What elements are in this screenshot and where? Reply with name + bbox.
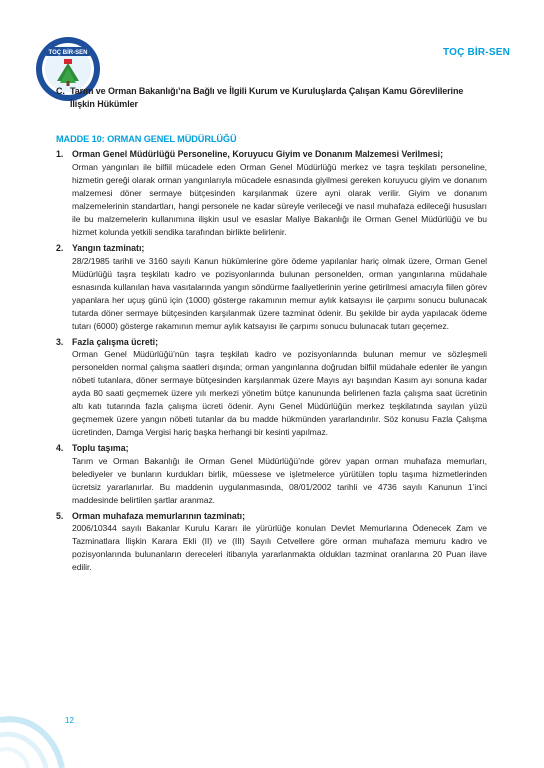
- item-body: Tarım ve Orman Bakanlığı ile Orman Genel Müdürlüğü’nde görev yapan orman muhafaza memurları, belediyeler ve bunların kurdukları birlik, müessese ve işletmelerce yürütülen toplu taşıma hizmetlerinden ücretsiz yararlanırlar. Bu maddenin uygulanmasında, 08/01/2002 tarihli ve 4736 sayılı Kanunun 1’inci maddesinde belirtilen şartlar aranmaz.: [72, 455, 487, 505]
- list-item: [56, 510, 487, 575]
- list-item: [56, 442, 487, 507]
- page-number: 12: [65, 716, 74, 725]
- section-title: Tarım ve Orman Bakanlığı’na Bağlı ve İlgili Kurum ve Kuruluşlarda Çalışan Kamu Görevlilerine İlişkin Hükümler: [70, 86, 464, 109]
- document-body: [56, 85, 487, 574]
- section-letter: C.: [56, 86, 65, 96]
- list-item: [56, 336, 487, 440]
- item-body: 2006/10344 sayılı Bakanlar Kurulu Kararı ile yürürlüğe konulan Devlet Memurlarına Ödenecek Zam ve Tazminatlara İlişkin Karara Ekli (II) ve (III) Sayılı Cetvellere göre orman muhafaza memuru kadro ve pozisyonlarında bulunanların dereceleri itibarıyla yararlanmakta oldukları tazminat oranlarına 20 Puan ilave edilir.: [72, 523, 487, 573]
- logo-text: TOÇ BİR-SEN: [48, 50, 88, 56]
- item-body: Orman yangınları ile bilfiil mücadele eden Orman Genel Müdürlüğü merkez ve taşra teşkilatı personeline, hizmetin gereği olarak orman yangınlarıyla mücadele esnasında giyilmesi gereken koruyucu giyim ve donanım malzemesi döner sermaye bütçesinden karşılanmak üzere ayni olarak verilir. Giyim ve donanım malzemelerinin standartları, hangi personele ne kadar süreyle verileceği ve nasıl muhafaza edileceği hususları ile bu malzemelerin kullanımına ilişkin usul ve esaslar Maliye Bakanlığı ile Orman Genel Müdürlüğü ve bu hizmet kolunda yetkili sendika tarafından birlikte belirlenir.: [72, 162, 487, 237]
- item-body: Orman Genel Müdürlüğü’nün taşra teşkilatı kadro ve pozisyonlarında bulunan memur ve sözleşmeli personelden normal çalışma saatleri dışında; orman yangınlarına doğrudan bilfiil müdahale edenler ile yangın nöbeti tutanlara, döner sermaye bütçesinden karşılanmak üzere Mayıs ayı başından Kasım ayı sonuna kadar ayda 80 saati geçmemek üzere yılı merkezi yönetim bütçe kanununda belirlenen fazla çalışma saat ücretinin altı katı tutarında fazla çalışma ücreti ödenir. Aynı Genel Müdürlüğün merkez teşkilatında sayılan yüzü geçmemek üzere yangın nöbeti tutanlar da bu madde hükmünden yararlandırılır. Söz konusu Fazla Çalışma ücretinden, Damga Vergisi hariç başka herhangi bir kesinti yapılmaz.: [72, 349, 487, 438]
- item-title: Orman Genel Müdürlüğü Personeline, Koruyucu Giyim ve Donanım Malzemesi Verilmesi;: [72, 149, 444, 160]
- item-number: 4.: [56, 443, 64, 454]
- item-title: Fazla çalışma ücreti;: [72, 336, 159, 347]
- item-number: 3.: [56, 336, 64, 347]
- item-title: Toplu taşıma;: [72, 443, 129, 454]
- item-title: Yangın tazminatı;: [72, 243, 145, 253]
- item-body: 28/2/1985 tarihli ve 3160 sayılı Kanun hükümlerine göre ödeme yapılanlar hariç olmak üzere, Orman Genel Müdürlüğü taşra teşkilatı kadro ve pozisyonlarında bulunan personelden, orman yangınlarına müdahale esnasında kullanılan hava vasıtalarında yangın söndürme faaliyetlerinin yerine getirilmesi amacıyla fiilen görev yapanlara her uçuş günü için (1000) gösterge rakamının memur aylık katsayısı ile çarpımı sonucu bulunacak tutarda döner sermaye bütçesinden karşılanmak üzere tazminat ödenir. Bu şekilde bir ayda yapılacak ödeme tutarı (6000) gösterge rakamının memur aylık katsayısı ile çarpımı sonucu bulunacak tutarı geçemez.: [72, 255, 487, 331]
- decorative-swirl: [0, 680, 120, 768]
- item-title: Orman muhafaza memurlarının tazminatı;: [72, 510, 246, 521]
- article-heading: MADDE 10: ORMAN GENEL MÜDÜRLÜĞÜ: [56, 134, 237, 144]
- list-item: [56, 148, 487, 239]
- item-number: 5.: [56, 510, 64, 521]
- item-number: 1.: [56, 149, 64, 160]
- item-number: 2.: [56, 243, 64, 253]
- list-item: [56, 242, 487, 333]
- brand-name: TOÇ BİR-SEN: [442, 47, 510, 58]
- section-heading: [56, 85, 487, 111]
